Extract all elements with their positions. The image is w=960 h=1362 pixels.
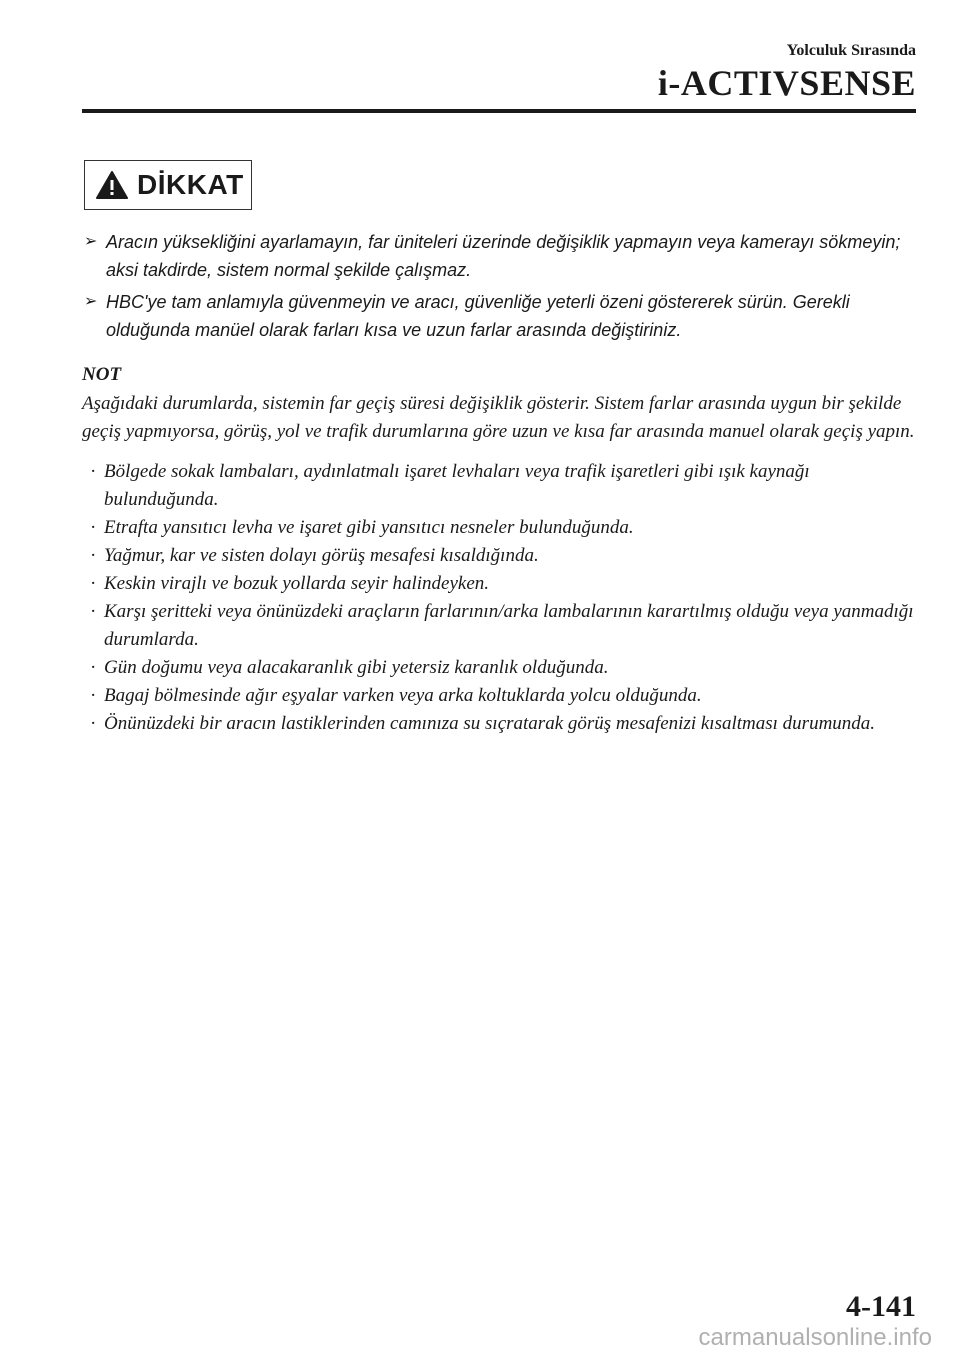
page-title: i-ACTIVSENSE xyxy=(657,63,916,103)
bullet-dot-icon: · xyxy=(90,545,97,566)
bullet-dot-icon: · xyxy=(90,685,97,706)
bullet-dot-icon: · xyxy=(90,461,97,482)
list-item-text: Yağmur, kar ve sisten dolayı görüş mesafesi kısaldığında. xyxy=(104,545,539,566)
list-item xyxy=(82,542,922,570)
list-item-text: Keskin virajlı ve bozuk yollarda seyir halindeyken. xyxy=(104,573,490,594)
note-list xyxy=(82,458,922,738)
list-item-text: Etrafta yansıtıcı levha ve işaret gibi yansıtıcı nesneler bulunduğunda. xyxy=(104,517,634,538)
note-text: Aşağıdaki durumlarda, sistemin far geçiş süresi değişiklik gösterir. Sistem farlar arasında uygun bir şekilde geçiş yapmıyorsa, görüş, yol ve trafik durumlarına göre uzun ve kısa far arasında manuel olarak geçiş yapın. xyxy=(82,393,915,442)
caution-item xyxy=(84,228,920,284)
list-item xyxy=(82,570,922,598)
caution-item xyxy=(84,288,920,344)
list-item xyxy=(82,514,922,542)
page-number: 4-141 xyxy=(846,1290,916,1323)
note-title: NOT xyxy=(82,364,122,385)
caution-box xyxy=(84,160,252,210)
arrow-bullet-icon: ➢ xyxy=(84,293,98,310)
list-item-text: Bölgede sokak lambaları, aydınlatmalı işaret levhaları veya trafik işaretleri gibi ışık kaynağı bulunduğunda. xyxy=(104,461,810,510)
list-item xyxy=(82,682,922,710)
caution-item-text: Aracın yüksekliğini ayarlamayın, far üniteleri üzerinde değişiklik yapmayın veya kamerayı sökmeyin; aksi takdirde, sistem normal şekilde çalışmaz. xyxy=(106,232,901,280)
bullet-dot-icon: · xyxy=(90,657,97,678)
bullet-dot-icon: · xyxy=(90,517,97,538)
bullet-dot-icon: · xyxy=(90,573,97,594)
list-item-text: Gün doğumu veya alacakaranlık gibi yetersiz karanlık olduğunda. xyxy=(104,657,609,678)
note-section xyxy=(82,362,922,738)
bullet-dot-icon: · xyxy=(90,713,97,734)
list-item xyxy=(82,598,922,654)
list-item xyxy=(82,710,922,738)
list-item-text: Karşı şeritteki veya önünüzdeki araçların farlarının/arka lambalarının karartılmış olduğu veya yanmadığı durumlarda. xyxy=(104,601,914,650)
header-divider xyxy=(82,109,916,113)
list-item xyxy=(82,458,922,514)
list-item-text: Bagaj bölmesinde ağır eşyalar varken veya arka koltuklarda yolcu olduğunda. xyxy=(104,685,702,706)
warning-triangle-icon xyxy=(95,170,129,200)
bullet-dot-icon: · xyxy=(90,601,97,622)
list-item-text: Önünüzdeki bir aracın lastiklerinden camınıza su sıçratarak görüş mesafenizi kısaltması durumunda. xyxy=(104,713,876,734)
list-item xyxy=(82,654,922,682)
arrow-bullet-icon: ➢ xyxy=(84,233,98,250)
section-label: Yolculuk Sırasında xyxy=(786,42,916,59)
caution-item-text: HBC'ye tam anlamıyla güvenmeyin ve aracı, güvenliğe yeterli özeni göstererek sürün. Gerekli olduğunda manüel olarak farları kısa ve uzun farlar arasında değiştiriniz. xyxy=(106,292,850,340)
caution-list xyxy=(84,228,920,348)
caution-label: DİKKAT xyxy=(137,169,244,200)
watermark: carmanualsonline.info xyxy=(698,1324,932,1351)
